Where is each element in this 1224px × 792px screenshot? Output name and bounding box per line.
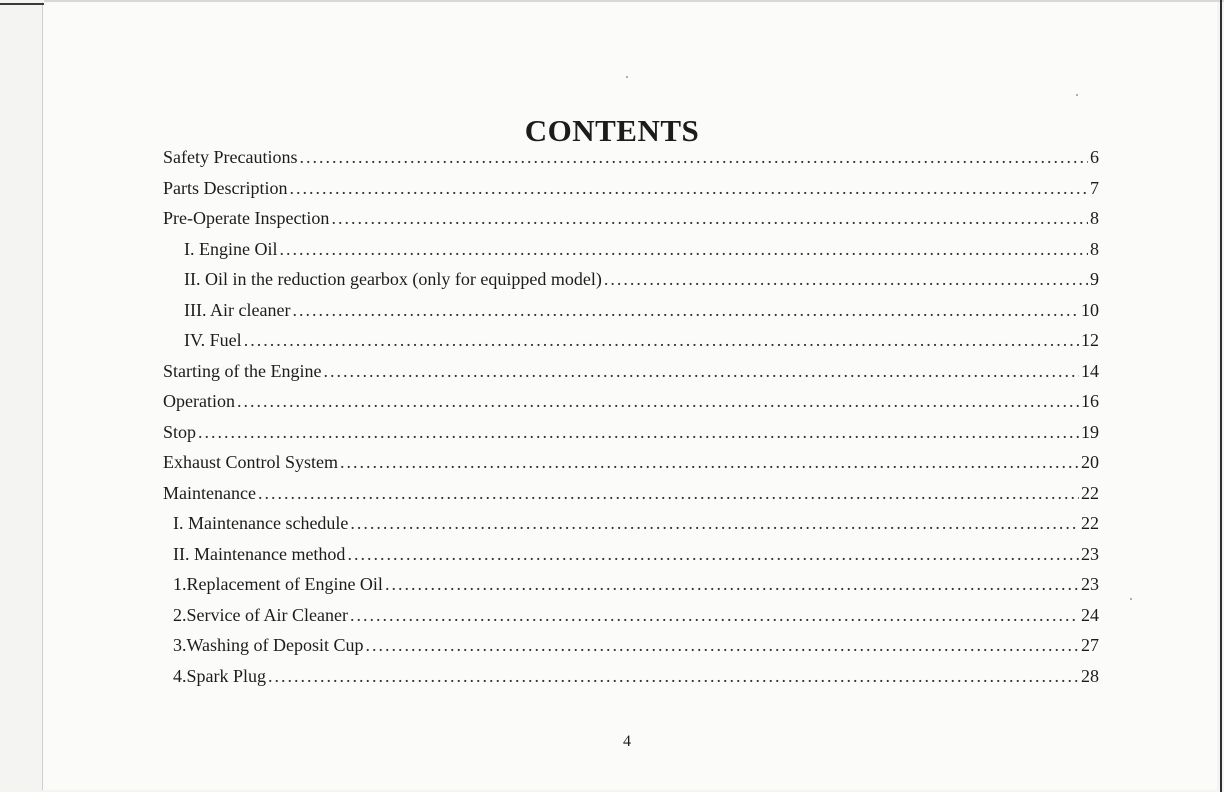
- toc-entry-page: 10: [1081, 299, 1099, 320]
- page-title: CONTENTS: [524, 112, 700, 148]
- table-of-contents: [163, 142, 1099, 691]
- toc-entry-label: Maintenance: [163, 482, 256, 503]
- toc-entry-page: 19: [1081, 421, 1099, 442]
- toc-subentry[interactable]: [163, 539, 1099, 570]
- toc-entry-label: I. Maintenance schedule: [173, 513, 349, 533]
- dot-leader: [350, 600, 1079, 631]
- toc-entry-page: 8: [1090, 238, 1099, 259]
- toc-entry-label: III. Air cleaner: [184, 299, 291, 320]
- dot-leader: [244, 325, 1079, 356]
- toc-entry-page: 28: [1081, 665, 1099, 686]
- toc-entry-page: 22: [1081, 513, 1099, 533]
- scan-top-edge: [44, 0, 1224, 2]
- dot-leader: [331, 203, 1088, 234]
- toc-entry-page: 6: [1090, 147, 1099, 167]
- toc-subentry[interactable]: [163, 661, 1099, 692]
- dot-leader: [366, 630, 1079, 661]
- scan-speck: [1130, 598, 1132, 600]
- toc-subentry[interactable]: [163, 234, 1099, 265]
- dot-leader: [268, 661, 1079, 692]
- scan-edge-mark: [0, 3, 44, 5]
- dot-leader: [198, 417, 1079, 448]
- toc-entry[interactable]: [163, 447, 1099, 478]
- toc-entry-page: 22: [1081, 482, 1099, 503]
- toc-entry-label: II. Maintenance method: [173, 543, 346, 564]
- toc-entry-page: 23: [1081, 543, 1099, 564]
- toc-entry-page: 16: [1081, 391, 1099, 411]
- toc-entry[interactable]: [163, 203, 1099, 234]
- toc-entry-label: Pre-Operate Inspection: [163, 208, 330, 228]
- toc-subentry[interactable]: [163, 264, 1099, 295]
- dot-leader: [299, 142, 1088, 173]
- toc-entry-label: Exhaust Control System: [163, 452, 338, 472]
- toc-entry-label: 1.Replacement of Engine Oil: [173, 574, 383, 594]
- toc-entry-page: 20: [1081, 452, 1099, 472]
- toc-entry-page: 24: [1081, 604, 1099, 625]
- dot-leader: [323, 356, 1079, 387]
- toc-entry[interactable]: [163, 386, 1099, 417]
- dot-leader: [289, 173, 1088, 204]
- toc-subentry[interactable]: [163, 295, 1099, 326]
- dot-leader: [385, 569, 1079, 600]
- toc-entry-page: 12: [1081, 330, 1099, 350]
- scan-speck: [1076, 94, 1078, 96]
- toc-entry-label: 2.Service of Air Cleaner: [173, 604, 348, 625]
- toc-entry-label: Parts Description: [163, 177, 288, 198]
- toc-entry-label: Operation: [163, 391, 235, 411]
- toc-entry-label: 3.Washing of Deposit Cup: [173, 635, 364, 655]
- dot-leader: [347, 539, 1079, 570]
- toc-subentry[interactable]: [163, 325, 1099, 356]
- toc-entry-page: 9: [1090, 269, 1099, 289]
- dot-leader: [292, 295, 1079, 326]
- toc-entry[interactable]: [163, 417, 1099, 448]
- dot-leader: [604, 264, 1088, 295]
- toc-subentry[interactable]: [163, 569, 1099, 600]
- page-number: 4: [623, 733, 631, 750]
- toc-entry[interactable]: [163, 356, 1099, 387]
- toc-subentry[interactable]: [163, 508, 1099, 539]
- toc-entry-label: Safety Precautions: [163, 147, 298, 167]
- toc-entry-page: 8: [1090, 208, 1099, 228]
- toc-entry-page: 14: [1081, 360, 1099, 381]
- toc-entry-label: 4.Spark Plug: [173, 665, 267, 686]
- toc-entry[interactable]: [163, 478, 1099, 509]
- toc-entry[interactable]: [163, 142, 1099, 173]
- toc-entry-label: I. Engine Oil: [184, 238, 278, 259]
- toc-entry-label: IV. Fuel: [184, 330, 242, 350]
- dot-leader: [237, 386, 1079, 417]
- toc-entry-label: II. Oil in the reduction gearbox (only for equipped model): [184, 269, 602, 289]
- toc-entry-page: 27: [1081, 635, 1099, 655]
- toc-entry-page: 7: [1090, 177, 1099, 198]
- toc-entry-label: Starting of the Engine: [163, 360, 322, 381]
- toc-entry-page: 23: [1081, 574, 1099, 594]
- dot-leader: [350, 508, 1079, 539]
- toc-subentry[interactable]: [163, 600, 1099, 631]
- toc-subentry[interactable]: [163, 630, 1099, 661]
- scan-speck: [626, 76, 628, 78]
- toc-entry[interactable]: [163, 173, 1099, 204]
- toc-entry-label: Stop: [163, 421, 197, 442]
- dot-leader: [279, 234, 1088, 265]
- dot-leader: [340, 447, 1079, 478]
- dot-leader: [258, 478, 1079, 509]
